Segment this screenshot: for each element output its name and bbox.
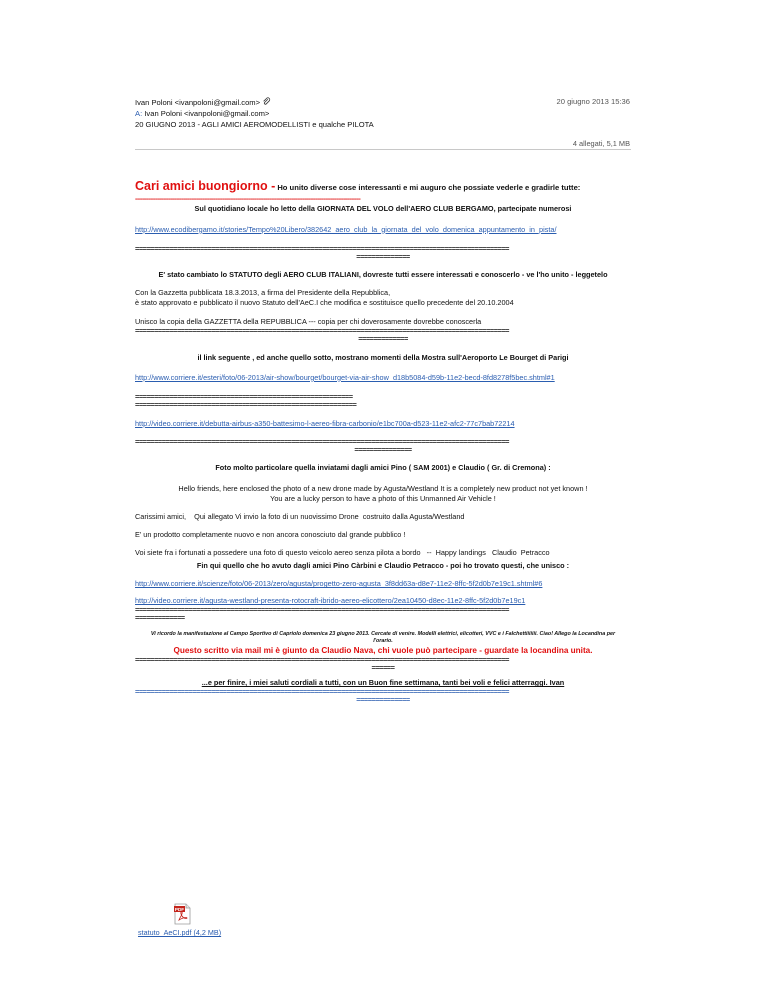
pdf-icon[interactable] — [174, 903, 191, 925]
attachments-count[interactable]: 4 allegati, 5,1 MB — [572, 139, 630, 148]
separator-line: ================================================================================================== — [135, 606, 509, 615]
to-label: A: — [135, 109, 143, 118]
separator-line: ============= — [135, 614, 185, 623]
separator-line: ============= — [358, 333, 408, 343]
separator-line: ================================================================================================== — [135, 438, 509, 447]
separator-line: ================================================================================================== — [135, 326, 509, 335]
from-line[interactable] — [135, 97, 374, 108]
separator-line: ================================================================================================== — [135, 244, 509, 253]
paragraph-fortunati: Voi siete fra i fortunati a possedere una foto di questo veicolo aereo senza pilota a bordo -- Happy landings Claudio Petracco — [135, 547, 550, 557]
paragraph-claudio-nava: Questo scritto via mail mi è giunto da Claudio Nava, chi vuole può partecipare - guardate la locandina unita. — [173, 646, 593, 656]
link-agusta-zero[interactable]: http://www.corriere.it/scienze/foto/06-2013/zero/agusta/progetto-zero-agusta_3f8dd63a-d8e7-11e2-8ffc-5f2d0b7e19c1.shtml#6 — [135, 579, 543, 589]
paragraph-hello-1: Hello friends, here enclosed the photo of a new drone made by Agusta/Westland It is a completely new product not yet known ! — [178, 484, 588, 494]
separator-line: ============== — [356, 251, 410, 261]
email-body — [135, 178, 631, 704]
separator-line: ====== — [371, 663, 395, 673]
subject-line: 20 GIUGNO 2013 - AGLI AMICI AEROMODELLISTI e qualche PILOTA — [135, 120, 374, 129]
paragraph-hello-2: You are a lucky person to have a photo of this Unmanned Air Vehicle ! — [270, 494, 496, 504]
link-ecodibergamo[interactable]: http://www.ecodibergamo.it/stories/Tempo%20Libero/382642_aero_club_la_giornata_del_volo_domenica_appuntamento_in_pista/ — [135, 224, 557, 234]
paragraph-fin-qui: Fin qui quello che ho avuto dagli amici Pino Càrbini e Claudio Petracco - poi ho trovato questi, che unisco : — [196, 560, 570, 570]
paragraph-copia: Unisco la copia della GAZZETTA della REPUBBLICA --- copia per chi doverosamente dovrebbe conoscerla — [135, 317, 482, 327]
to-line — [135, 108, 374, 119]
separator-line: ================================================================================================== — [135, 688, 509, 696]
email-date: 20 giugno 2013 15:36 — [556, 97, 630, 106]
to-address[interactable]: Ivan Poloni <ivanpoloni@gmail.com> — [144, 109, 270, 118]
from-address[interactable]: Ivan Poloni <ivanpoloni@gmail.com> — [135, 98, 261, 107]
paperclip-icon — [262, 97, 271, 106]
separator-line: ========================================================= — [135, 392, 353, 401]
paragraph-le-bourget: il link seguente , ed anche quello sotto, mostrano momenti della Mostra sull'Aeroporto Le Bourget di Parigi — [197, 352, 569, 362]
email-header — [135, 97, 374, 130]
paragraph-gazzetta-2: è stato approvato e pubblicato il nuovo Statuto dell'AeC.I che modifica e sostituisce quello precedente del 20.10.2004 — [135, 298, 514, 308]
pdf-attachment-label[interactable]: statuto_AeCI.pdf (4,2 MB) — [138, 928, 222, 937]
paragraph-saluti: ...e per finire, i miei saluti cordiali a tutti, con un Buon fine settimana, tanti bei voli e felici atterraggi. Ivan — [201, 678, 565, 688]
pdf-icon-text: PDF — [174, 906, 185, 912]
separator-line: ========================================================== — [135, 400, 357, 409]
separator-line: ================================================================================================== — [135, 656, 509, 665]
paragraph-prodotto: E' un prodotto completamente nuovo e non ancora conosciuto dal grande pubblico ! — [135, 529, 406, 539]
greeting-rest: Ho unito diverse cose interessanti e mi auguro che possiate vederle e gradirle tutte: — [277, 183, 581, 192]
link-agusta-rotocraft[interactable]: http://video.corriere.it/agusta-westland-presenta-rotocraft-ibrido-aereo-elicottero/2ea10450-d8ec-11e2-8ffc-5f2d0b7e19c1 — [135, 596, 526, 606]
header-divider — [135, 149, 631, 150]
paragraph-foto-drone: Foto molto particolare quella inviatami dagli amici Pino ( SAM 2001) e Claudio ( Gr. di Cremona) : — [215, 463, 551, 473]
paragraph-statuto: E' stato cambiato lo STATUTO degli AERO CLUB ITALIANI, dovreste tutti essere interessati e conoscerlo - ve l'ho unito - leggetelo — [158, 269, 608, 279]
paragraph-gazzetta-1: Con la Gazzetta pubblicata 18.3.2013, a firma del Presidente della Repubblica, — [135, 288, 391, 298]
separator-line: ============== — [356, 695, 410, 704]
paragraph-capriolo: Vi ricordo la manifestazione al Campo Sportivo di Capriolo domenica 23 giugno 2013. Cercate di venire. Modelli elettrici, elicotteri, VVC e i Falchettiiiiiii. Ciao! Allego la Locandina per l'orario. — [150, 631, 616, 645]
separator-line: =============== — [354, 445, 412, 455]
link-bourget-air-show[interactable]: http://www.corriere.it/esteri/foto/06-2013/air-show/bourget/bourget-via-air-show_d18b5084-d59b-11e2-becd-8fd8278f5bec.shtml#1 — [135, 372, 555, 382]
greeting: Cari amici buongiorno - — [135, 179, 276, 193]
red-dashes: ------------------------------------------------------------------------------------------------------------------------- — [135, 194, 361, 203]
paragraph-aeroclub-bergamo: Sul quotidiano locale ho letto della GIORNATA DEL VOLO dell'AERO CLUB BERGAMO, partecipate numerosi — [194, 203, 572, 213]
paragraph-carissimi: Carissimi amici, Qui allegato Vi invio la foto di un nuovissimo Drone costruito dalla Agusta/Westland — [135, 512, 465, 521]
link-airbus-a350[interactable]: http://video.corriere.it/debutta-airbus-a350-battesimo-l-aereo-fibra-carbonio/e1bc700a-d523-11e2-afc2-77c7bab72214 — [135, 418, 515, 428]
